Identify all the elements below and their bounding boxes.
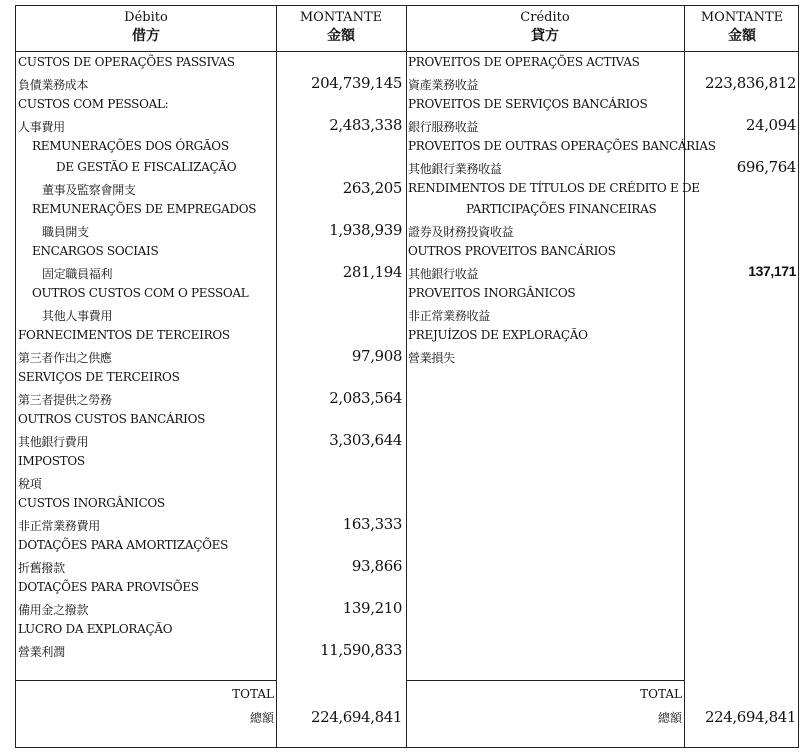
debit-row-label: ENCARGOS SOCIAIS <box>32 244 159 258</box>
debit-row-label: 負債業務成本 <box>18 78 89 92</box>
credit-row-label: PROVEITOS DE SERVIÇOS BANCÁRIOS <box>408 97 648 111</box>
totals-divider <box>406 680 684 681</box>
debit-row-label: DOTAÇÕES PARA PROVISÕES <box>18 580 199 594</box>
debit-row-amount: 93,866 <box>351 557 402 575</box>
debit-row-label: IMPOSTOS <box>18 454 85 468</box>
income-statement-table <box>15 5 799 748</box>
debit-header <box>16 10 276 45</box>
total-amount-right: 224,694,841 <box>704 708 796 726</box>
credit-row-label: 非正常業務收益 <box>408 309 490 323</box>
credit-row-label: 銀行服務收益 <box>408 120 479 134</box>
debit-row-label: 董事及監察會開支 <box>42 183 136 197</box>
credit-row-amount: 137,171 <box>748 263 796 279</box>
debit-row-amount: 11,590,833 <box>320 641 402 659</box>
debit-row-amount: 281,194 <box>342 263 402 281</box>
debit-row-label: 其他人事費用 <box>42 309 113 323</box>
credit-row-label: PROVEITOS INORGÂNICOS <box>408 286 576 300</box>
amount-header-left <box>276 10 406 45</box>
debit-row-label: 固定職員福利 <box>42 267 113 281</box>
debit-row-amount: 1,938,939 <box>329 221 402 239</box>
credit-header-pt: Crédito <box>520 10 570 25</box>
debit-row-label: DOTAÇÕES PARA AMORTIZAÇÕES <box>18 538 229 552</box>
amount-header-right-pt: MONTANTE <box>700 10 784 25</box>
debit-row-label: FORNECIMENTOS DE TERCEIROS <box>18 328 230 342</box>
debit-row-label: REMUNERAÇÕES DE EMPREGADOS <box>32 202 257 216</box>
debit-row-label: 備用金之撥款 <box>18 603 89 617</box>
totals-divider <box>16 680 276 681</box>
debit-row-label: 職員開支 <box>42 225 89 239</box>
debit-row-amount: 163,333 <box>342 515 402 533</box>
debit-row-amount: 263,205 <box>342 179 402 197</box>
credit-row-amount: 696,764 <box>736 158 796 176</box>
debit-row-label: CUSTOS INORGÂNICOS <box>18 496 165 510</box>
debit-row-label: CUSTOS COM PESSOAL: <box>18 97 169 111</box>
debit-row-label: 營業利潤 <box>18 645 65 659</box>
debit-row-label: 人事費用 <box>18 120 65 134</box>
credit-row-label: OUTROS PROVEITOS BANCÁRIOS <box>408 244 616 258</box>
credit-row-label: PROVEITOS DE OUTRAS OPERAÇÕES BANCÁRIAS <box>408 139 716 153</box>
debit-row-label: 第三者提供之勞務 <box>18 393 112 407</box>
amount-header-left-zh: 金額 <box>327 28 355 44</box>
debit-row-label: DE GESTÃO E FISCALIZAÇÃO <box>56 160 237 174</box>
total-label-left-zh: 總額 <box>249 711 274 725</box>
debit-row-amount: 139,210 <box>342 599 402 617</box>
total-label-left-pt: TOTAL <box>232 687 274 701</box>
debit-row-label: 第三者作出之供應 <box>18 351 112 365</box>
debit-row-label: CUSTOS DE OPERAÇÕES PASSIVAS <box>18 55 235 69</box>
amount-header-left-pt: MONTANTE <box>299 10 383 25</box>
debit-row-amount: 204,739,145 <box>310 74 402 92</box>
credit-row-label: PREJUÍZOS DE EXPLORAÇÃO <box>408 328 588 342</box>
credit-row-label: 其他銀行收益 <box>408 267 479 281</box>
debit-row-label: LUCRO DA EXPLORAÇÃO <box>18 622 173 636</box>
credit-row-label: PARTICIPAÇÕES FINANCEIRAS <box>466 202 657 216</box>
debit-row-label: REMUNERAÇÕES DOS ÓRGÃOS <box>32 139 229 153</box>
column-divider <box>406 6 407 747</box>
debit-row-label: OUTROS CUSTOS BANCÁRIOS <box>18 412 206 426</box>
debit-row-label: 稅項 <box>18 477 42 491</box>
total-label-right-zh: 總額 <box>657 711 682 725</box>
debit-row-label: 折舊撥款 <box>18 561 65 575</box>
header-divider <box>16 51 798 52</box>
credit-row-label: 證券及財務投資收益 <box>408 225 514 239</box>
credit-row-label: 其他銀行業務收益 <box>408 162 502 176</box>
amount-header-right-zh: 金額 <box>728 28 756 44</box>
credit-row-label: PROVEITOS DE OPERAÇÕES ACTIVAS <box>408 55 640 69</box>
debit-row-amount: 2,083,564 <box>329 389 402 407</box>
total-label-right-pt: TOTAL <box>640 687 682 701</box>
debit-row-amount: 97,908 <box>351 347 402 365</box>
total-amount-left: 224,694,841 <box>310 708 402 726</box>
debit-row-amount: 3,303,644 <box>329 431 402 449</box>
credit-row-amount: 223,836,812 <box>704 74 796 92</box>
debit-header-pt: Débito <box>124 10 168 25</box>
debit-row-label: SERVIÇOS DE TERCEIROS <box>18 370 180 384</box>
debit-row-amount: 2,483,338 <box>329 116 402 134</box>
debit-header-zh: 借方 <box>132 28 160 44</box>
credit-header <box>406 10 684 45</box>
debit-row-label: 其他銀行費用 <box>18 435 89 449</box>
credit-row-label: RENDIMENTOS DE TÍTULOS DE CRÉDITO E DE <box>408 181 700 195</box>
credit-row-label: 資產業務收益 <box>408 78 479 92</box>
credit-row-label: 營業損失 <box>408 351 455 365</box>
credit-header-zh: 貸方 <box>531 28 559 44</box>
amount-header-right <box>684 10 800 45</box>
debit-row-label: 非正常業務費用 <box>18 519 100 533</box>
debit-row-label: OUTROS CUSTOS COM O PESSOAL <box>32 286 249 300</box>
credit-row-amount: 24,094 <box>745 116 796 134</box>
